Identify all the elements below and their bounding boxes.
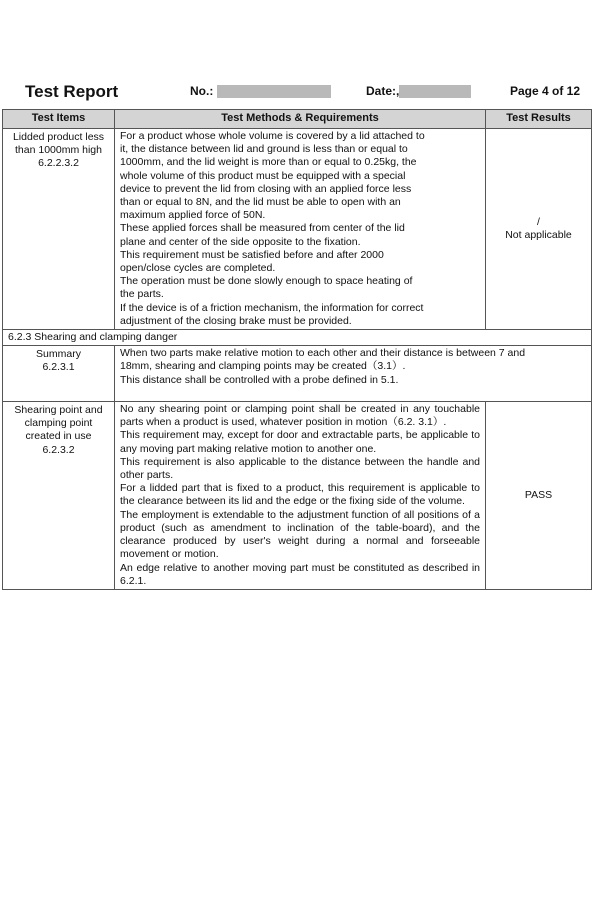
method-line: adjustment of the closing brake must be provided. xyxy=(120,314,352,327)
test-method-cell xyxy=(115,402,486,590)
result-text: / xyxy=(537,215,540,228)
section-heading-row xyxy=(3,330,592,346)
test-report-table xyxy=(2,109,592,590)
method-line: than or equal to 8N, and the lid must be able to open with an xyxy=(120,196,401,209)
test-item-text: Lidded product less xyxy=(12,131,105,143)
section-heading: 6.2.3 Shearing and clamping danger xyxy=(3,330,592,346)
test-item-cell xyxy=(3,346,115,402)
redacted-report-date xyxy=(399,85,471,98)
method-line: it, the distance between lid and ground is less than or equal to xyxy=(120,143,408,156)
method-paragraph: The employment is extendable to the adjustment function of all positions of a product (such as amendment to inclination of the table-board), and the clearance produced by user's weight during a normal and forseeable movement or motion. xyxy=(120,508,480,561)
test-result-cell xyxy=(486,402,592,590)
test-result-cell xyxy=(486,129,592,330)
method-line: For a product whose whole volume is covered by a lid attached to xyxy=(120,130,425,142)
method-line: device to prevent the lid from closing with an applied force less xyxy=(120,182,412,195)
method-line: The operation must be done slowly enough to space heating of xyxy=(120,275,413,288)
method-line: When two parts make relative motion to each other and their distance is between 7 and xyxy=(120,347,526,360)
table-header-row xyxy=(3,110,592,129)
test-method-cell xyxy=(115,129,486,330)
method-paragraph: No any shearing point or clamping point shall be created in any touchable parts when a product is used, whatever position in motion（6.2. 3.1）. xyxy=(120,403,480,429)
method-paragraph: This requirement is also applicable to the distance between the handle and other parts. xyxy=(120,455,480,482)
report-date-label: Date:, xyxy=(366,84,400,98)
report-header xyxy=(0,82,600,102)
page-indicator: Page 4 of 12 xyxy=(510,84,581,98)
table-row xyxy=(3,346,592,402)
test-item-text: Summary xyxy=(36,348,81,361)
result-text: Not applicable xyxy=(505,229,572,242)
test-method-cell xyxy=(115,346,592,402)
method-paragraph: An edge relative to another moving part must be constituted as described in 6.2.1. xyxy=(120,561,480,587)
redacted-report-number xyxy=(217,85,331,98)
method-line: plane and center of the side opposite to the fixation. xyxy=(120,235,361,248)
test-item-clause: 6.2.3.1 xyxy=(42,361,75,374)
method-line: whole volume of this product must be equipped with a special xyxy=(120,169,406,182)
method-line: the parts. xyxy=(120,288,164,301)
test-item-text: created in use xyxy=(25,430,92,443)
test-item-text: Shearing point and xyxy=(14,404,103,417)
report-title: Test Report xyxy=(25,82,119,101)
test-item-clause: 6.2.3.2 xyxy=(42,443,75,456)
method-line: This requirement must be satisfied before and after 2000 xyxy=(120,248,384,261)
result-pass: PASS xyxy=(524,488,553,501)
method-paragraph: For a lidded part that is fixed to a product, this requirement is applicable to the clearance between its lid and the edge or the fixing side of the volume. xyxy=(120,482,480,508)
method-line: 1000mm, and the lid weight is more than or equal to 0.25kg, the xyxy=(120,156,417,169)
method-line: open/close cycles are completed. xyxy=(120,262,276,275)
method-line: maximum applied force of 50N. xyxy=(120,209,266,222)
method-line: 18mm, shearing and clamping points may be created（3.1）. xyxy=(120,360,406,373)
method-line: If the device is of a friction mechanism, the information for correct xyxy=(120,301,424,314)
column-header-test-results: Test Results xyxy=(486,110,592,129)
column-header-test-methods: Test Methods & Requirements xyxy=(115,110,486,129)
method-line: These applied forces shall be measured from center of the lid xyxy=(120,222,405,235)
method-paragraph: This requirement may, except for door and extractable parts, be applicable to any moving part making relative motion to another one. xyxy=(120,429,480,455)
method-spacer xyxy=(120,387,586,400)
table-row xyxy=(3,129,592,330)
test-item-text: than 1000mm high xyxy=(15,144,102,157)
test-item-clause: 6.2.2.3.2 xyxy=(38,157,79,170)
test-item-cell xyxy=(3,402,115,590)
table-row xyxy=(3,402,592,590)
method-line: This distance shall be controlled with a probe defined in 5.1. xyxy=(120,373,399,386)
column-header-test-items: Test Items xyxy=(3,110,115,129)
test-item-cell xyxy=(3,129,115,330)
test-item-text: clamping point xyxy=(24,417,93,430)
report-number-label: No.: xyxy=(190,84,214,98)
